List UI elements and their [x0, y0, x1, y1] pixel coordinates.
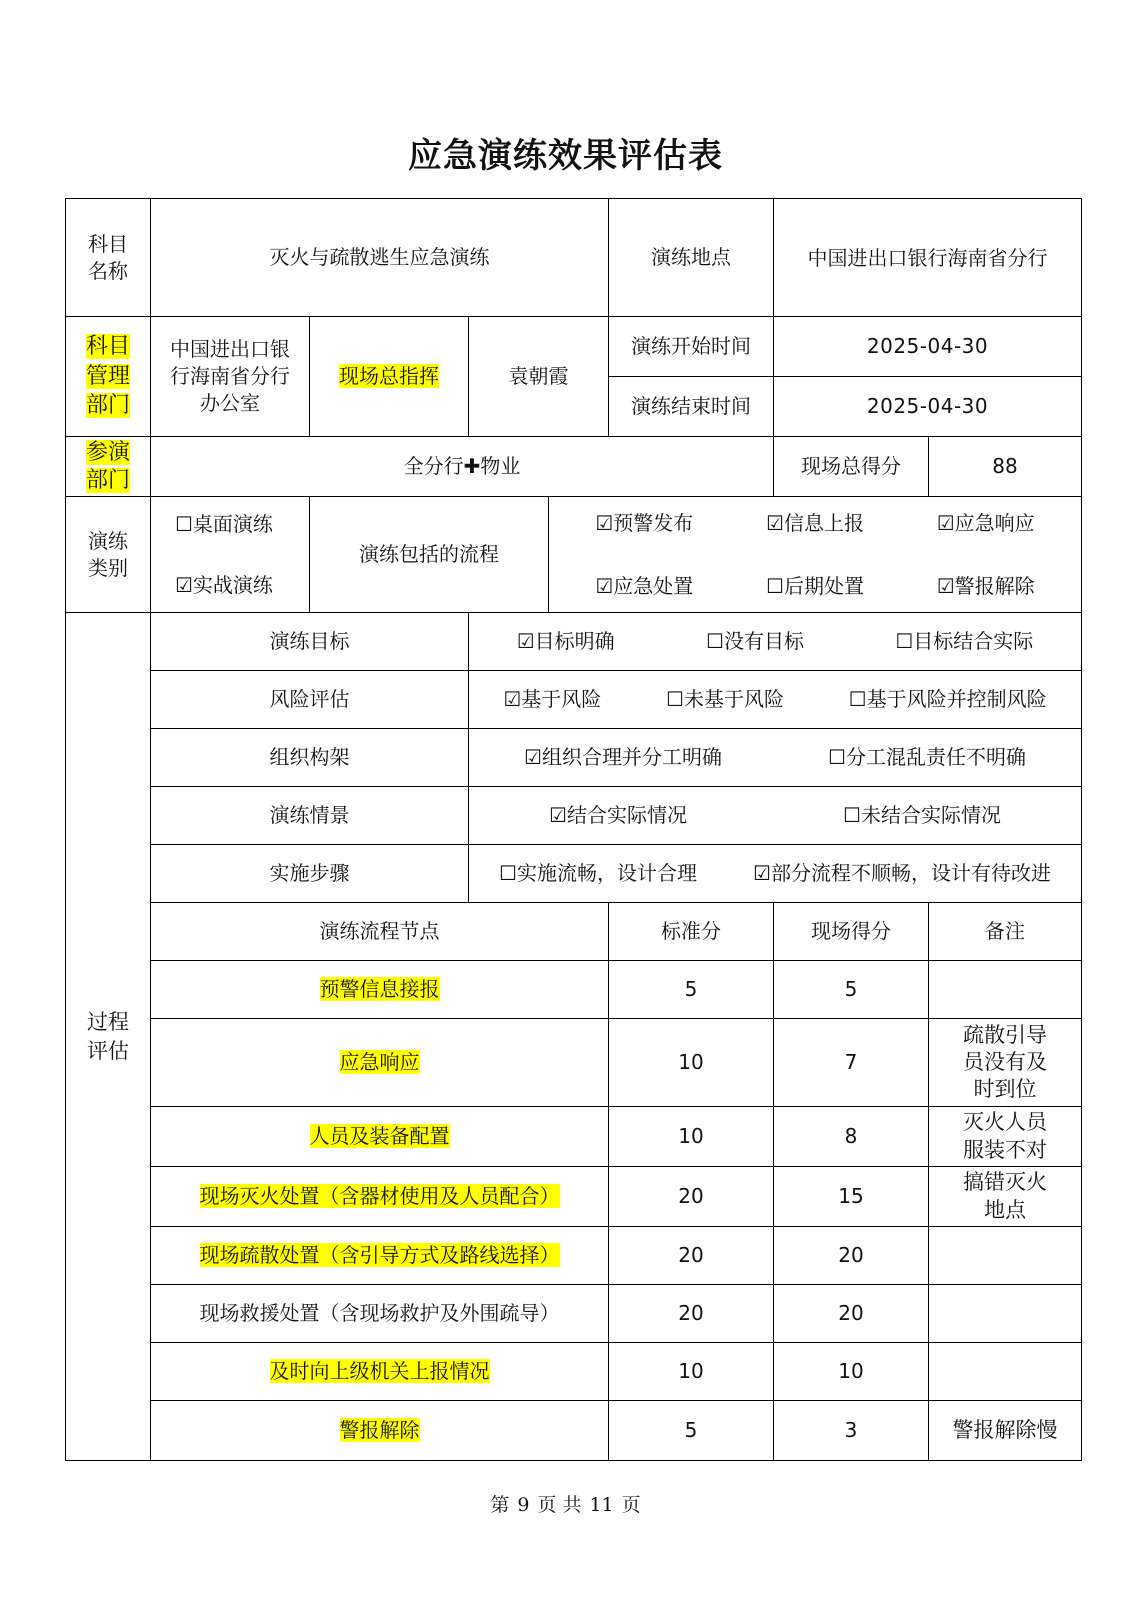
actual-score: 20: [774, 1285, 929, 1343]
checkbox-option: ☐未结合实际情况: [843, 803, 1001, 827]
standard-score: 20: [609, 1167, 774, 1227]
table-row: [66, 1019, 1082, 1107]
checkbox-process: ☑警报解除: [936, 573, 1035, 598]
criterion-options: [469, 671, 1082, 729]
criterion-name: 演练情景: [151, 787, 469, 845]
actual-score: 15: [774, 1167, 929, 1227]
commander-label: 现场总指挥: [310, 317, 469, 437]
table-row: [66, 1227, 1082, 1285]
node-name: 及时向上级机关上报情况: [151, 1343, 609, 1401]
node-name: 警报解除: [151, 1401, 609, 1461]
checkbox-option: ☐未基于风险: [666, 687, 784, 711]
subject-label: 科目名称: [66, 199, 151, 317]
standard-score: 10: [609, 1107, 774, 1167]
criterion-name: 实施步骤: [151, 845, 469, 903]
mgmt-value: 中国进出口银行海南省分行办公室: [151, 317, 310, 437]
checkbox-tabletop: ☐桌面演练: [175, 511, 273, 536]
criterion-options: [469, 787, 1082, 845]
end-time-label: 演练结束时间: [609, 377, 774, 437]
location-label: 演练地点: [609, 199, 774, 317]
table-row: [66, 1343, 1082, 1401]
checkbox-option: ☐基于风险并控制风险: [848, 687, 1047, 711]
standard-header: 标准分: [609, 903, 774, 961]
checkbox-option: ☑部分流程不顺畅，设计有待改进: [753, 861, 1051, 885]
actual-score: 20: [774, 1227, 929, 1285]
note: 警报解除慢: [929, 1401, 1082, 1461]
checkbox-actual: ☑实战演练: [175, 572, 273, 597]
checkbox-option: ☐没有目标: [706, 629, 804, 653]
checkbox-option: ☐分工混乱责任不明确: [828, 745, 1026, 769]
node-header: 演练流程节点: [151, 903, 609, 961]
checkbox-option: ☐目标结合实际: [895, 629, 1034, 653]
criterion-name: 演练目标: [151, 613, 469, 671]
criterion-options: [469, 845, 1082, 903]
process-label: 演练包括的流程: [310, 497, 549, 613]
checkbox-option: ☑目标明确: [516, 629, 615, 653]
mgmt-label: 科目管理部门: [66, 317, 151, 437]
page-number: 9: [517, 1494, 530, 1516]
standard-score: 10: [609, 1343, 774, 1401]
process-eval-label: 过程评估: [66, 613, 151, 1461]
evaluation-form-table: [65, 198, 1082, 1461]
table-row: [66, 1107, 1082, 1167]
actual-score: 3: [774, 1401, 929, 1461]
note: [929, 961, 1082, 1019]
standard-score: 10: [609, 1019, 774, 1107]
checkbox-process: ☐后期处置: [766, 573, 864, 598]
commander-value: 袁朝霞: [469, 317, 609, 437]
subject-value: 灭火与疏散逃生应急演练: [151, 199, 609, 317]
page-footer: 第 9 页 共 11 页: [490, 1494, 641, 1516]
note: 搞错灭火地点: [929, 1167, 1082, 1227]
location-value: 中国进出口银行海南省分行: [774, 199, 1082, 317]
node-name: 现场疏散处置（含引导方式及路线选择）: [151, 1227, 609, 1285]
standard-score: 5: [609, 961, 774, 1019]
participants-value: 全分行✚物业: [151, 437, 774, 497]
checkbox-process: ☑信息上报: [766, 510, 864, 535]
total-score-label: 现场总得分: [774, 437, 929, 497]
checkbox-process: ☑预警发布: [595, 510, 694, 535]
actual-score: 8: [774, 1107, 929, 1167]
table-row: [66, 1285, 1082, 1343]
checkbox-option: ☑组织合理并分工明确: [524, 745, 722, 769]
standard-score: 5: [609, 1401, 774, 1461]
total-score-value: 88: [929, 437, 1082, 497]
node-name: 应急响应: [151, 1019, 609, 1107]
criterion-options: [469, 729, 1082, 787]
checkbox-process: ☑应急处置: [595, 573, 694, 598]
criterion-options: [469, 613, 1082, 671]
actual-header: 现场得分: [774, 903, 929, 961]
checkbox-option: ☐实施流畅，设计合理: [499, 861, 697, 885]
note-header: 备注: [929, 903, 1082, 961]
note: 灭火人员服装不对: [929, 1107, 1082, 1167]
actual-score: 5: [774, 961, 929, 1019]
actual-score: 10: [774, 1343, 929, 1401]
node-name: 人员及装备配置: [151, 1107, 609, 1167]
node-name: 现场救援处置（含现场救护及外围疏导）: [151, 1285, 609, 1343]
checkbox-option: ☑结合实际情况: [549, 803, 687, 827]
start-time-label: 演练开始时间: [609, 317, 774, 377]
total-pages: 11: [589, 1494, 614, 1516]
end-time-value: 2025-04-30: [774, 377, 1082, 437]
note: [929, 1343, 1082, 1401]
node-name: 现场灭火处置（含器材使用及人员配合）: [151, 1167, 609, 1227]
note: [929, 1227, 1082, 1285]
node-name: 预警信息接报: [151, 961, 609, 1019]
table-row: [66, 1167, 1082, 1227]
start-time-value: 2025-04-30: [774, 317, 1082, 377]
drill-type-label: 演练类别: [66, 497, 151, 613]
drill-type-options: [151, 497, 310, 613]
criterion-name: 风险评估: [151, 671, 469, 729]
standard-score: 20: [609, 1227, 774, 1285]
table-row: [66, 1401, 1082, 1461]
note: 疏散引导员没有及时到位: [929, 1019, 1082, 1107]
checkbox-option: ☑基于风险: [503, 687, 602, 711]
criterion-name: 组织构架: [151, 729, 469, 787]
actual-score: 7: [774, 1019, 929, 1107]
standard-score: 20: [609, 1285, 774, 1343]
table-row: [66, 961, 1082, 1019]
process-options: [549, 497, 1082, 613]
checkbox-process: ☑应急响应: [936, 510, 1035, 535]
participants-label: 参演部门: [66, 437, 151, 497]
note: [929, 1285, 1082, 1343]
page-title: 应急演练效果评估表: [408, 136, 723, 176]
